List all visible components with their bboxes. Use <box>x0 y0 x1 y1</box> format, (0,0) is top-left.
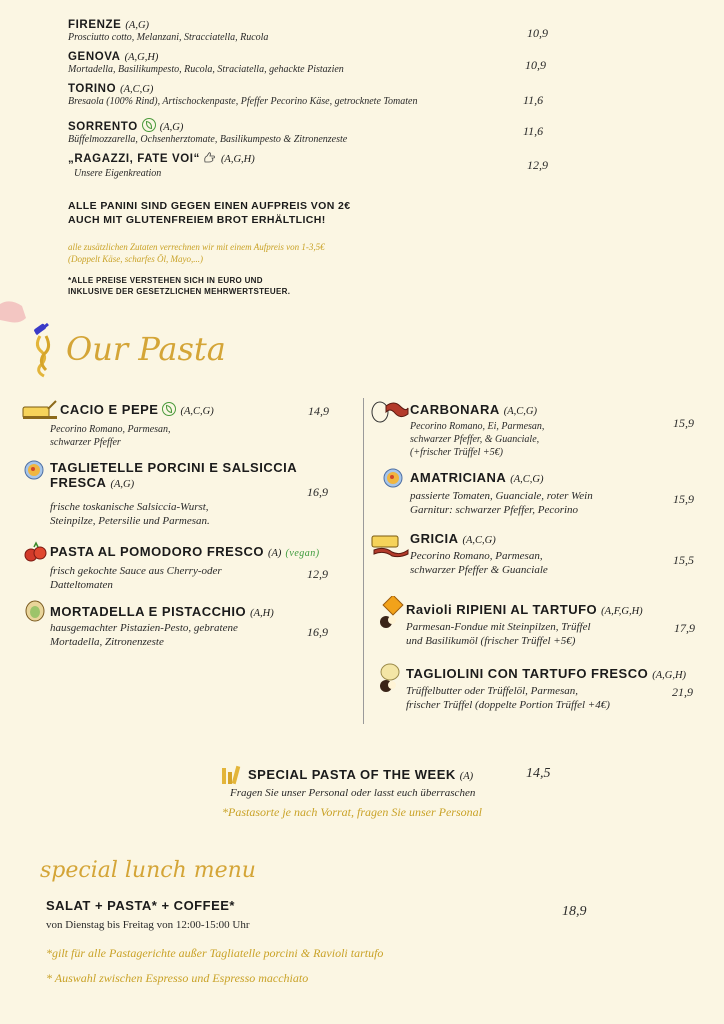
note-line: AUCH MIT GLUTENFREIEM BROT ERHÄLTLICH! <box>68 214 326 226</box>
gluten-free-note <box>68 199 350 227</box>
lunch-title: SALAT + PASTA* + COFFEE* <box>46 898 235 913</box>
description-line: frisch gekochte Sauce aus Cherry-oder <box>50 565 222 577</box>
pasta-bowl-icon <box>24 460 44 485</box>
description-line: hausgemachter Pistazien-Pesto, gebratene <box>50 622 238 634</box>
allergens: (A,G,H) <box>652 670 687 681</box>
note-line: ALLE PANINI SIND GEGEN EINEN AUFPREIS VON 2€ <box>68 200 351 212</box>
description-line: schwarzer Pfeffer & Guanciale <box>410 564 548 576</box>
item-description <box>50 564 222 592</box>
lunch-time: von Dienstag bis Freitag von 12:00-15:00 Uhr <box>46 919 250 931</box>
panini-item-sorrento <box>68 118 347 146</box>
special-description: Fragen Sie unser Personal oder lasst euch überraschen <box>230 787 476 799</box>
lunch-note-coffee: * Auswahl zwischen Espresso und Espresso macchiato <box>46 971 309 985</box>
allergens: (A,G) <box>110 479 135 490</box>
price: 14,9 <box>308 404 329 418</box>
fork-pasta-icon <box>0 296 60 383</box>
butter-bacon-icon <box>370 530 410 563</box>
description-line: schwarzer Pfeffer <box>50 437 121 448</box>
panini-item-firenze <box>68 19 268 44</box>
extras-note <box>68 241 325 265</box>
allergens: (A) <box>459 771 474 782</box>
panini-item-genova <box>68 51 344 76</box>
item-title: PASTA AL POMODORO FRESCO <box>50 544 264 559</box>
description-line: Pecorino Romano, Parmesan, <box>50 424 171 435</box>
description-line: Datteltomaten <box>50 579 113 591</box>
pasta-bowl-icon <box>383 468 403 493</box>
lunch-heading: special lunch menu <box>40 858 256 883</box>
item-title: FIRENZE <box>68 19 122 31</box>
item-title: FRESCA <box>50 475 107 490</box>
item-title: SORRENTO <box>68 121 138 133</box>
item-title: MORTADELLA E PISTACCHIO <box>50 604 247 619</box>
panini-item-ragazzi <box>68 152 255 180</box>
price-tax-note <box>68 275 290 297</box>
note-line: INKLUSIVE DER GESETZLICHEN MEHRWERTSTEUER. <box>68 287 291 296</box>
lunch-note-pasta: *gilt für alle Pastagerichte außer Tagliatelle porcini & Ravioli tartufo <box>46 946 384 960</box>
allergens: (A,C,G) <box>503 406 537 417</box>
price: 17,9 <box>674 621 695 635</box>
description-line: Pecorino Romano, Parmesan, <box>410 550 543 562</box>
allergens: (A) <box>268 548 282 559</box>
description-line: frische toskanische Salsiccia-Wurst, <box>50 501 209 513</box>
item-title: GENOVA <box>68 51 121 63</box>
pistachio-icon <box>24 599 48 628</box>
price: 16,9 <box>307 485 328 499</box>
vegetarian-leaf-icon <box>142 118 156 132</box>
item-title: CARBONARA <box>410 402 500 417</box>
item-description: Prosciutto cotto, Melanzani, Stracciatella, Rucola <box>68 32 269 43</box>
allergens: (A,G,H) <box>220 154 255 165</box>
price: 15,9 <box>673 416 694 430</box>
vegan-label: (vegan) <box>285 548 320 559</box>
item-description <box>410 489 593 517</box>
item-description <box>410 420 544 459</box>
item-description <box>50 423 171 449</box>
vegetarian-leaf-icon <box>162 402 176 416</box>
pasta-item-carbonara <box>410 402 537 417</box>
price: 10,9 <box>525 58 546 72</box>
price: 16,9 <box>307 625 328 639</box>
description-line: und Basilikumöl (frischer Trüffel +5€) <box>406 635 576 647</box>
allergens: (A,C,G) <box>180 406 214 417</box>
price: 11,6 <box>523 93 544 107</box>
description-line: passierte Tomaten, Guanciale, roter Wein <box>410 490 593 502</box>
tagliolini-truffle-icon <box>378 662 402 699</box>
item-description <box>50 500 210 528</box>
panini-item-torino <box>68 83 417 108</box>
item-description <box>50 621 238 649</box>
item-title: TAGLIETELLE PORCINI E SALSICCIA <box>50 460 298 475</box>
item-description: Unsere Eigenkreation <box>74 168 162 179</box>
pasta-item-pomodoro <box>50 544 320 559</box>
item-title: CACIO E PEPE <box>60 402 159 417</box>
note-line: (Doppelt Käse, scharfes Öl, Mayo,...) <box>68 254 203 264</box>
pasta-item-cacio-e-pepe <box>60 402 214 417</box>
price: 15,5 <box>673 553 694 567</box>
note-line: *ALLE PREISE VERSTEHEN SICH IN EURO UND <box>68 276 263 285</box>
description-line: Pecorino Romano, Ei, Parmesan, <box>410 421 545 432</box>
hand-gesture-icon <box>203 152 217 164</box>
special-note: *Pastasorte je nach Vorrat, fragen Sie unser Personal <box>222 805 482 819</box>
price: 14,5 <box>526 766 551 781</box>
pasta-item-gricia <box>410 531 496 546</box>
item-title: SPECIAL PASTA OF THE WEEK <box>248 767 456 782</box>
price: 12,9 <box>527 158 548 172</box>
allergens: (A,C,G) <box>120 84 154 95</box>
description-line: schwarzer Pfeffer, & Guanciale, <box>410 434 540 445</box>
price: 21,9 <box>672 685 693 699</box>
item-title: GRICIA <box>410 531 459 546</box>
price: 12,9 <box>307 567 328 581</box>
pasta-item-mortadella-pistacchio <box>50 604 274 619</box>
tomato-icon <box>24 541 48 568</box>
description-line: Steinpilze, Petersilie und Parmesan. <box>50 515 210 527</box>
pasta-item-tagliolini-tartufo <box>406 666 686 681</box>
allergens: (A,C,G) <box>510 474 544 485</box>
pasta-heading: Our Pasta <box>66 330 226 368</box>
description-line: frischer Trüffel (doppelte Portion Trüffel +4€) <box>406 699 610 711</box>
allergens: (A,C,G) <box>462 535 496 546</box>
pasta-item-amatriciana <box>410 470 544 485</box>
egg-bacon-icon <box>370 398 410 429</box>
ravioli-truffle-icon <box>378 596 404 635</box>
item-description <box>406 684 610 712</box>
description-line: Trüffelbutter oder Trüffelöl, Parmesan, <box>406 685 579 697</box>
item-description <box>410 549 548 577</box>
item-description <box>406 620 591 648</box>
item-title: „RAGAZZI, FATE VOI“ <box>68 153 200 165</box>
item-title: AMATRICIANA <box>410 470 507 485</box>
note-line: alle zusätzlichen Zutaten verrechnen wir mit einem Aufpreis von 1-3,5€ <box>68 242 325 252</box>
description-line: Mortadella, Zitronenzeste <box>50 636 164 648</box>
allergens: (A,G,H) <box>124 52 159 63</box>
price: 11,6 <box>523 124 544 138</box>
price: 18,9 <box>562 904 587 919</box>
price: 10,9 <box>527 26 548 40</box>
description-line: Garnitur: schwarzer Pfeffer, Pecorino <box>410 504 579 516</box>
special-pasta-title <box>248 767 473 782</box>
pasta-item-taglietelle-porcini <box>50 460 297 490</box>
allergens: (A,H) <box>250 608 274 619</box>
allergens: (A,G) <box>125 20 150 31</box>
item-name <box>68 19 268 31</box>
column-divider <box>363 398 364 724</box>
allergens: (A,F,G,H) <box>601 606 643 617</box>
butter-icon <box>22 399 58 426</box>
allergens: (A,G) <box>159 122 184 133</box>
description-line: (+frischer Trüffel +5€) <box>410 447 503 458</box>
item-title: TAGLIOLINI CON TARTUFO FRESCO <box>406 666 649 681</box>
item-title: Ravioli RIPIENI AL TARTUFO <box>406 602 598 617</box>
pasta-item-ravioli-tartufo <box>406 602 643 617</box>
price: 15,9 <box>673 492 694 506</box>
description-line: Parmesan-Fondue mit Steinpilzen, Trüffel <box>406 621 591 633</box>
item-description: Büffelmozzarella, Ochsenherztomate, Basilikumpesto & Zitronenzeste <box>68 134 348 145</box>
item-description: Bresaola (100% Rind), Artischockenpaste, Pfeffer Pecorino Käse, getrocknete Tomaten <box>68 96 418 107</box>
item-description: Mortadella, Basilikumpesto, Rucola, Straciatella, gehackte Pistazien <box>68 64 344 75</box>
item-title: TORINO <box>68 83 117 95</box>
